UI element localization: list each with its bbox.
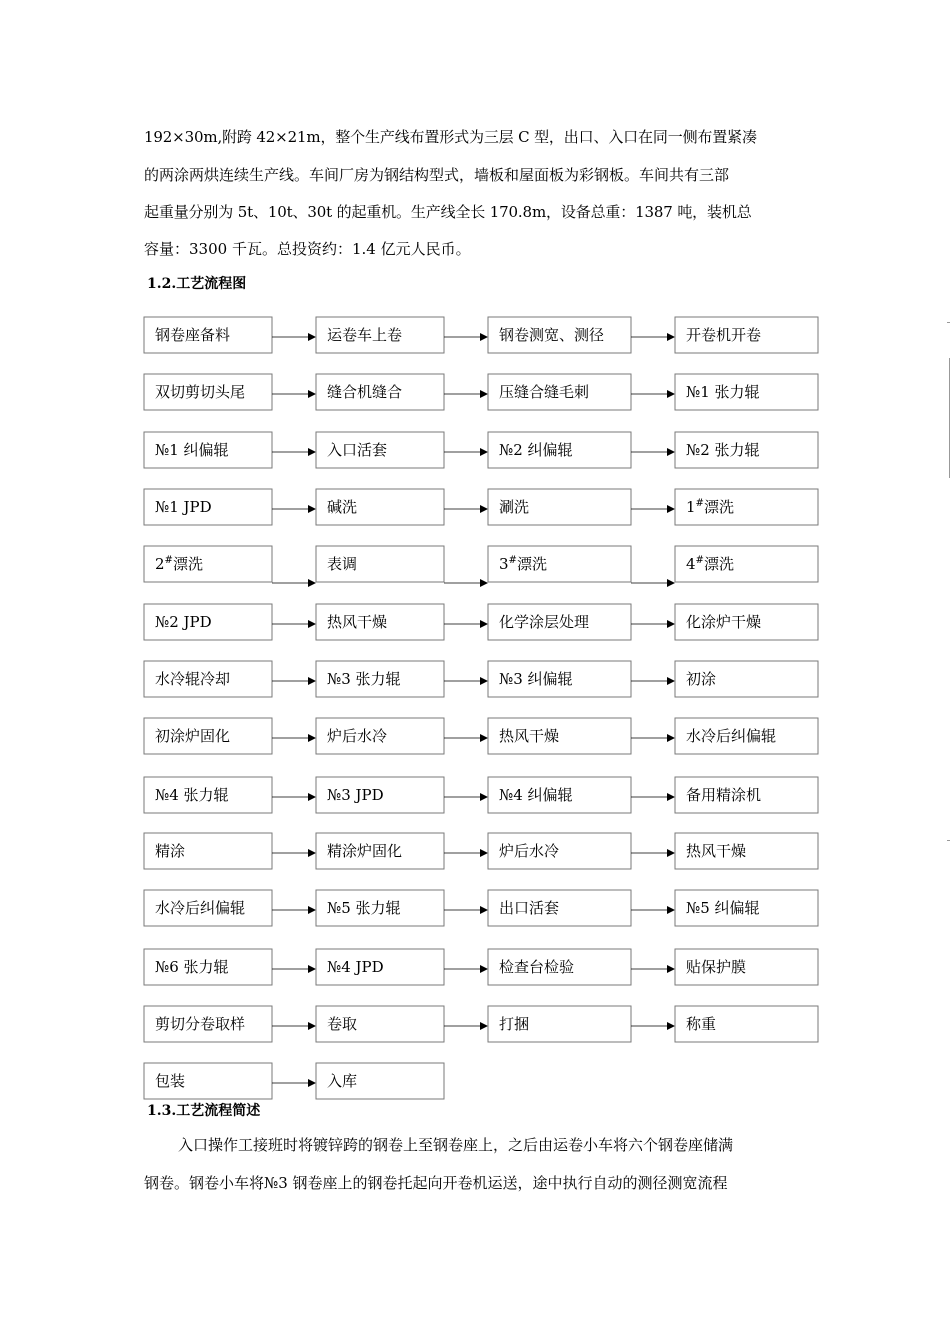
flow-step-box: [675, 661, 818, 697]
flow-arrow: [444, 448, 488, 456]
flow-step-box: [144, 890, 272, 926]
flow-arrow: [631, 579, 675, 587]
flow-step-box: [488, 718, 631, 754]
flow-arrow: [631, 333, 675, 341]
flow-step-box: [675, 604, 818, 640]
flow-step-box: [675, 833, 818, 869]
flow-step-label: 炉后水冷: [327, 727, 388, 745]
flow-step-label: 精涂: [155, 842, 186, 860]
flow-step-box: [675, 432, 818, 468]
flow-step-box: [316, 949, 444, 985]
flow-step-label: 炉后水冷: [499, 842, 560, 860]
flow-arrow: [444, 677, 488, 685]
flow-step-label: 碱洗: [327, 498, 358, 516]
flow-step-box: [488, 432, 631, 468]
flow-arrow: [631, 505, 675, 513]
flow-step-box: [144, 1063, 272, 1099]
flow-step-label: №1 纠偏辊: [155, 441, 229, 459]
flow-step-box: [144, 546, 272, 582]
flow-step-box: [316, 890, 444, 926]
flow-arrow: [631, 849, 675, 857]
flow-arrow: [631, 734, 675, 742]
flow-step-box: [488, 374, 631, 410]
flow-step-label: 运卷车上卷: [327, 326, 403, 344]
flow-step-box: [316, 604, 444, 640]
flow-arrow: [631, 677, 675, 685]
flow-step-label: 压缝合缝毛刺: [499, 383, 590, 401]
flow-step-label: 缝合机缝合: [327, 383, 403, 401]
flow-step-box: [316, 777, 444, 813]
flow-step-label: 化涂炉干燥: [686, 613, 762, 631]
flow-arrow: [444, 390, 488, 398]
flow-arrow: [444, 849, 488, 857]
flow-step-box: [488, 661, 631, 697]
flow-arrow: [272, 579, 316, 587]
flow-step-label: 称重: [686, 1015, 717, 1033]
flow-step-label: №2 张力辊: [686, 441, 760, 459]
flow-arrow: [272, 734, 316, 742]
flow-step-box: [144, 604, 272, 640]
flow-step-label: 3#漂洗: [499, 555, 547, 573]
flow-step-label: 热风干燥: [686, 842, 747, 860]
flow-step-box: [488, 777, 631, 813]
flow-step-box: [316, 718, 444, 754]
flow-arrow: [631, 793, 675, 801]
flow-step-label: 精涂炉固化: [327, 842, 403, 860]
flow-step-label: 热风干燥: [327, 613, 388, 631]
flow-step-box: [316, 317, 444, 353]
flow-step-label: №1 JPD: [155, 498, 212, 516]
flow-step-label: 贴保护膜: [686, 958, 747, 976]
flow-step-label: №6 张力辊: [155, 958, 229, 976]
intro-line-4: 容量：3300 千瓦。总投资约：1.4 亿元人民币。: [144, 240, 471, 258]
flow-step-label: 双切剪切头尾: [155, 383, 246, 401]
flow-arrow: [272, 677, 316, 685]
flow-step-box: [316, 1006, 444, 1042]
flow-step-label: 热风干燥: [499, 727, 560, 745]
flow-arrow: [444, 793, 488, 801]
flow-step-label: 入口活套: [327, 441, 388, 459]
flow-step-box: [675, 374, 818, 410]
flow-step-box: [675, 1006, 818, 1042]
flow-step-box: [144, 374, 272, 410]
flow-step-box: [675, 489, 818, 525]
flow-arrow: [444, 620, 488, 628]
flow-step-box: [675, 949, 818, 985]
flow-step-box: [316, 432, 444, 468]
flow-arrow: [631, 390, 675, 398]
flow-step-box: [488, 604, 631, 640]
flow-step-label: 4#漂洗: [686, 555, 734, 573]
intro-line-1: 192×30m,附跨 42×21m，整个生产线布置形式为三层 C 型，出口、入口在同一侧布置紧凑: [144, 128, 757, 146]
flow-arrow: [272, 1022, 316, 1030]
intro-line-3: 起重量分别为 5t、10t、30t 的起重机。生产线全长 170.8m，设备总重：1387 吨，装机总: [144, 203, 752, 221]
flow-step-box: [675, 718, 818, 754]
flow-step-label: 卷取: [327, 1015, 358, 1033]
flow-arrow: [272, 390, 316, 398]
flow-step-box: [144, 1006, 272, 1042]
flow-step-box: [316, 374, 444, 410]
flow-step-label: 钢卷座备料: [155, 326, 231, 344]
flow-step-box: [488, 1006, 631, 1042]
flow-step-label: 化学涂层处理: [499, 613, 590, 631]
flow-step-box: [675, 890, 818, 926]
flow-arrow: [272, 1079, 316, 1087]
flow-step-box: [144, 432, 272, 468]
flow-step-box: [316, 1063, 444, 1099]
flow-arrow: [444, 333, 488, 341]
flow-arrow: [631, 620, 675, 628]
flow-arrow: [444, 906, 488, 914]
description-line-1: 入口操作工接班时将镀锌跨的钢卷上至钢卷座上，之后由运卷小车将六个钢卷座储满: [178, 1136, 734, 1154]
flow-arrow: [272, 965, 316, 973]
section-heading-flow-chart: 1.2.工艺流程图: [147, 276, 247, 292]
flow-step-label: №4 JPD: [327, 958, 384, 976]
flow-step-label: №2 JPD: [155, 613, 212, 631]
flow-step-label: 初涂炉固化: [155, 727, 231, 745]
flow-step-box: [316, 661, 444, 697]
flow-arrow: [272, 333, 316, 341]
flow-step-box: [316, 833, 444, 869]
flow-step-box: [488, 949, 631, 985]
flow-arrow: [631, 1022, 675, 1030]
flow-step-label: 打捆: [499, 1015, 530, 1033]
flow-step-label: №3 纠偏辊: [499, 670, 573, 688]
flow-step-box: [488, 833, 631, 869]
flow-step-label: 入库: [327, 1072, 358, 1090]
flow-step-label: №4 纠偏辊: [499, 786, 573, 804]
flow-step-label: №3 张力辊: [327, 670, 401, 688]
flow-step-label: 包装: [155, 1072, 186, 1090]
flow-arrow: [272, 505, 316, 513]
flow-step-box: [144, 718, 272, 754]
flow-step-label: 水冷辊冷却: [155, 670, 231, 688]
flow-step-label: 涮洗: [499, 498, 530, 516]
flow-arrow: [272, 849, 316, 857]
flow-arrow: [444, 734, 488, 742]
flow-arrow: [631, 965, 675, 973]
flow-arrow: [272, 448, 316, 456]
flow-step-label: 开卷机开卷: [686, 326, 762, 344]
flow-step-label: №5 纠偏辊: [686, 899, 760, 917]
flow-arrow: [272, 620, 316, 628]
flow-step-box: [488, 317, 631, 353]
intro-line-2: 的两涂两烘连续生产线。车间厂房为钢结构型式，墙板和屋面板为彩钢板。车间共有三部: [144, 166, 730, 184]
flow-step-box: [316, 489, 444, 525]
flow-step-box: [144, 661, 272, 697]
flow-step-box: [144, 317, 272, 353]
flow-step-label: 2#漂洗: [155, 555, 203, 573]
flow-step-label: №4 张力辊: [155, 786, 229, 804]
flow-arrow: [444, 505, 488, 513]
flow-step-label: 1#漂洗: [686, 498, 734, 516]
flow-step-label: 剪切分卷取样: [155, 1015, 246, 1033]
flow-arrow: [444, 965, 488, 973]
flow-step-label: 钢卷测宽、测径: [499, 326, 605, 344]
flow-step-box: [144, 833, 272, 869]
flow-step-label: 水冷后纠偏辊: [686, 727, 777, 745]
flow-step-box: [488, 890, 631, 926]
flow-step-label: №5 张力辊: [327, 899, 401, 917]
flow-step-box: [144, 777, 272, 813]
flow-step-label: 备用精涂机: [686, 786, 762, 804]
flow-step-box: [488, 546, 631, 582]
flow-arrow: [444, 1022, 488, 1030]
flow-step-label: 水冷后纠偏辊: [155, 899, 246, 917]
flow-step-label: 表调: [327, 555, 358, 573]
flow-step-box: [488, 489, 631, 525]
flow-step-box: [675, 546, 818, 582]
flow-step-box: [144, 949, 272, 985]
flow-step-label: №3 JPD: [327, 786, 384, 804]
flow-step-box: [675, 777, 818, 813]
flow-step-label: №2 纠偏辊: [499, 441, 573, 459]
flow-arrow: [272, 906, 316, 914]
flow-step-label: 初涂: [686, 670, 717, 688]
flow-arrow: [631, 906, 675, 914]
flow-arrow: [631, 448, 675, 456]
flow-arrow: [444, 579, 488, 587]
section-heading-flow-description: 1.3.工艺流程简述: [147, 1103, 261, 1119]
flow-arrow: [272, 793, 316, 801]
flow-step-label: №1 张力辊: [686, 383, 760, 401]
description-line-2: 钢卷。钢卷小车将№3 钢卷座上的钢卷托起向开卷机运送，途中执行自动的测径测宽流程: [144, 1174, 728, 1192]
flow-step-box: [675, 317, 818, 353]
flow-step-label: 检查台检验: [499, 958, 575, 976]
flow-step-label: 出口活套: [499, 899, 560, 917]
flow-step-box: [316, 546, 444, 582]
flow-step-box: [144, 489, 272, 525]
